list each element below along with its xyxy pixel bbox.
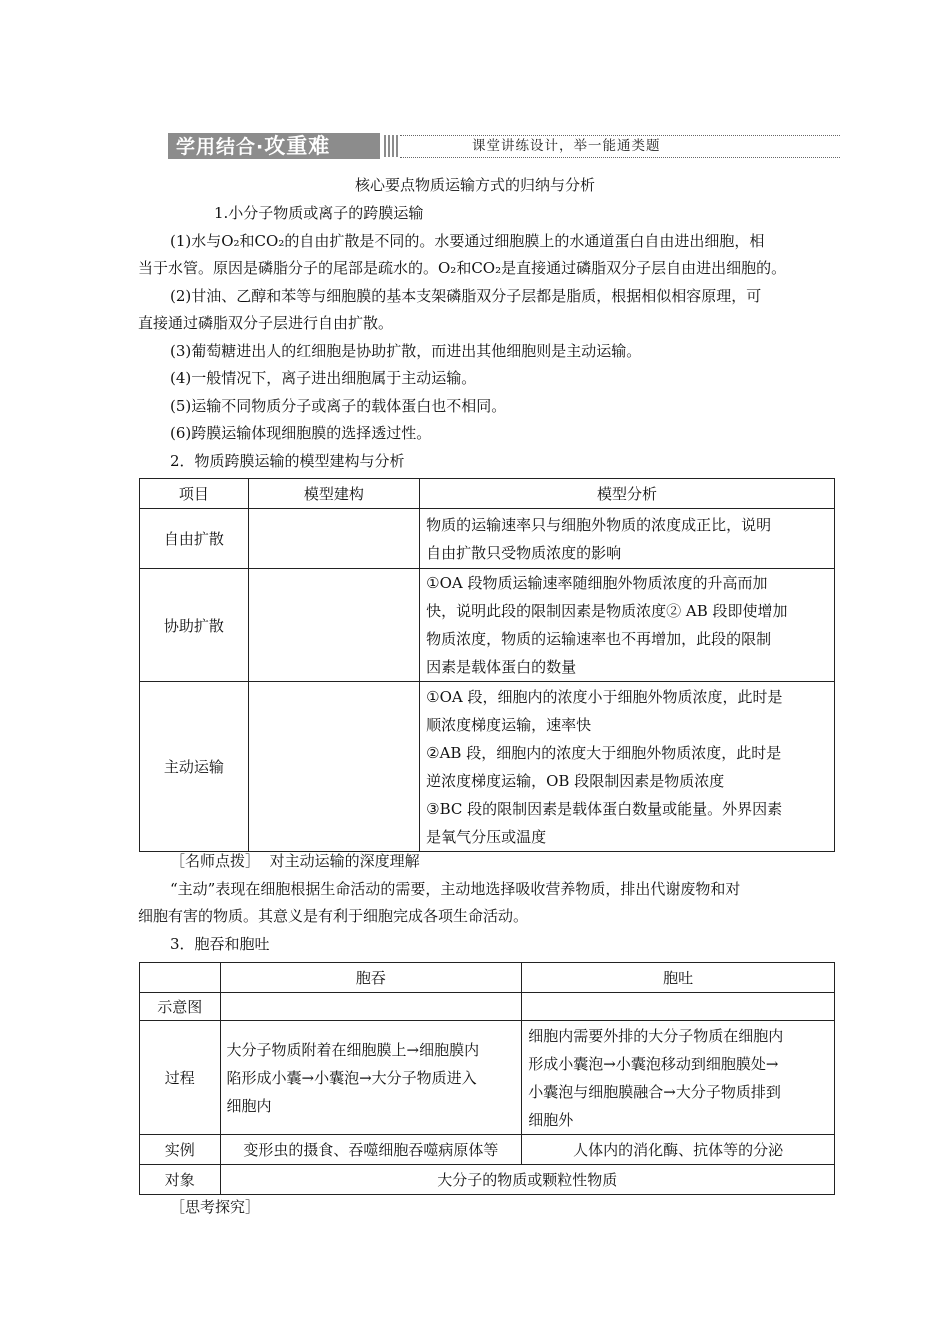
header-analysis: 模型分析	[420, 479, 835, 509]
process-endo-cell	[220, 1021, 522, 1135]
analysis-cell	[420, 569, 835, 682]
endo-exocytosis-table	[139, 962, 835, 1195]
page-title: 核心要点物质运输方式的归纳与分析	[354, 176, 595, 194]
section1-p3: (3)葡萄糖进出人的红细胞是协助扩散，而进出其他细胞则是主动运输。	[170, 342, 642, 360]
row-item-active-transport: 主动运输	[140, 682, 249, 852]
section1-p5: (5)运输不同物质分子或离子的载体蛋白也不相同。	[170, 397, 507, 415]
tip-line1: “主动”表现在细胞根据生命活动的需要，主动地选择吸收营养物质，排出代谢废物和对	[170, 880, 741, 898]
section-banner	[168, 133, 840, 159]
table-row	[140, 993, 835, 1021]
analysis-line: ①OA 段，细胞内的浓度小于细胞外物质浓度，此时是	[426, 687, 783, 706]
banner-subtitle: 课堂讲练设计，举一能通类题	[472, 138, 661, 154]
table-header-row	[140, 479, 835, 509]
section1-p2-line1: (2)甘油、乙醇和苯等与细胞膜的基本支架磷脂双分子层都是脂质，根据相似相容原理，可	[170, 287, 762, 305]
section1-p2-line2: 直接通过磷脂双分子层进行自由扩散。	[138, 314, 394, 332]
header-endocytosis: 胞吞	[220, 963, 522, 993]
header-corner-empty	[140, 963, 221, 993]
model-cell-empty	[248, 682, 419, 852]
tip-line2: 细胞有害的物质。其意义是有利于细胞完成各项生命活动。	[138, 907, 529, 925]
transport-model-table	[139, 478, 835, 852]
diagram-cell-empty	[220, 993, 522, 1021]
table-row	[140, 509, 835, 569]
banner-tag-part2: 攻重难	[264, 134, 331, 158]
section1-p1-line1: (1)水与O₂和CO₂的自由扩散是不同的。水要通过细胞膜上的水通道蛋白自由进出细胞，相	[170, 232, 765, 250]
process-line: 细胞内	[226, 1096, 272, 1115]
process-line: 大分子物质附着在细胞膜上→细胞膜内	[226, 1040, 480, 1059]
tip-heading	[170, 850, 420, 872]
section3-heading: 3．胞吞和胞吐	[170, 935, 270, 953]
table-header-row	[140, 963, 835, 993]
table-row	[140, 1135, 835, 1165]
row-label-example: 实例	[140, 1135, 221, 1165]
example-exo-cell: 人体内的消化酶、抗体等的分泌	[522, 1135, 835, 1165]
header-item: 项目	[140, 479, 249, 509]
section1-p4: (4)一般情况下，离子进出细胞属于主动运输。	[170, 369, 477, 387]
process-line: 细胞内需要外排的大分子物质在细胞内	[528, 1026, 784, 1045]
banner-tag-part1: 学用结合·	[176, 136, 265, 158]
analysis-line: ②AB 段，细胞内的浓度大于细胞外物质浓度，此时是	[426, 743, 782, 762]
diagram-cell-empty	[522, 993, 835, 1021]
process-exo-cell	[522, 1021, 835, 1135]
section1-p6: (6)跨膜运输体现细胞膜的选择透过性。	[170, 424, 432, 442]
analysis-line: ③BC 段的限制因素是载体蛋白数量或能量。外界因素	[426, 799, 783, 818]
section1-p1-line2: 当于水管。原因是磷脂分子的尾部是疏水的。O₂和CO₂是直接通过磷脂双分子层自由进出细胞的。	[138, 259, 787, 277]
example-endo-cell: 变形虫的摄食、吞噬细胞吞噬病原体等	[220, 1135, 522, 1165]
analysis-line: 顺浓度梯度运输，速率快	[426, 715, 592, 734]
analysis-line: 快，说明此段的限制因素是物质浓度② AB 段即使增加	[426, 602, 788, 620]
analysis-line: 逆浓度梯度运输，OB 段限制因素是物质浓度	[426, 771, 725, 790]
header-model: 模型建构	[248, 479, 419, 509]
object-cell: 大分子的物质或颗粒性物质	[220, 1165, 834, 1195]
row-label-object: 对象	[140, 1165, 221, 1195]
model-cell-empty	[248, 569, 419, 682]
banner-bottom-rule	[400, 157, 840, 158]
section2-heading: 2．物质跨膜运输的模型建构与分析	[170, 452, 405, 470]
row-item-facilitated-diffusion: 协助扩散	[140, 569, 249, 682]
tip-title: 对主动运输的深度理解	[269, 852, 420, 870]
banner-tag	[168, 133, 380, 159]
process-line: 细胞外	[528, 1110, 574, 1129]
analysis-line: 物质浓度，物质的运输速率也不再增加，此段的限制	[426, 630, 772, 648]
row-label-process: 过程	[140, 1021, 221, 1135]
table-row	[140, 1021, 835, 1135]
banner-hatch-decoration	[384, 135, 398, 157]
process-line: 形成小囊泡→小囊泡移动到细胞膜处→	[528, 1054, 779, 1073]
header-exocytosis: 胞吐	[522, 963, 835, 993]
table-row	[140, 682, 835, 852]
tip-label: ［名师点拨］	[170, 852, 261, 870]
section1-heading: 1.小分子物质或离子的跨膜运输	[214, 204, 424, 222]
table-row	[140, 1165, 835, 1195]
think-explore-label: ［思考探究］	[170, 1198, 261, 1216]
analysis-line: 物质的运输速率只与细胞外物质的浓度成正比，说明	[426, 515, 772, 534]
analysis-line: ①OA 段物质运输速率随细胞外物质浓度的升高而加	[426, 574, 768, 592]
analysis-cell	[420, 682, 835, 852]
process-line: 陷形成小囊→小囊泡→大分子物质进入	[226, 1068, 477, 1087]
row-item-free-diffusion: 自由扩散	[140, 509, 249, 569]
banner-top-rule	[400, 135, 840, 136]
analysis-line: 自由扩散只受物质浓度的影响	[426, 543, 622, 562]
analysis-line: 是氧气分压或温度	[426, 827, 547, 846]
analysis-cell	[420, 509, 835, 569]
row-label-diagram: 示意图	[140, 993, 221, 1021]
process-line: 小囊泡与细胞膜融合→大分子物质排到	[528, 1082, 781, 1101]
table-row	[140, 569, 835, 682]
model-cell-empty	[248, 509, 419, 569]
analysis-line: 因素是载体蛋白的数量	[426, 658, 577, 676]
